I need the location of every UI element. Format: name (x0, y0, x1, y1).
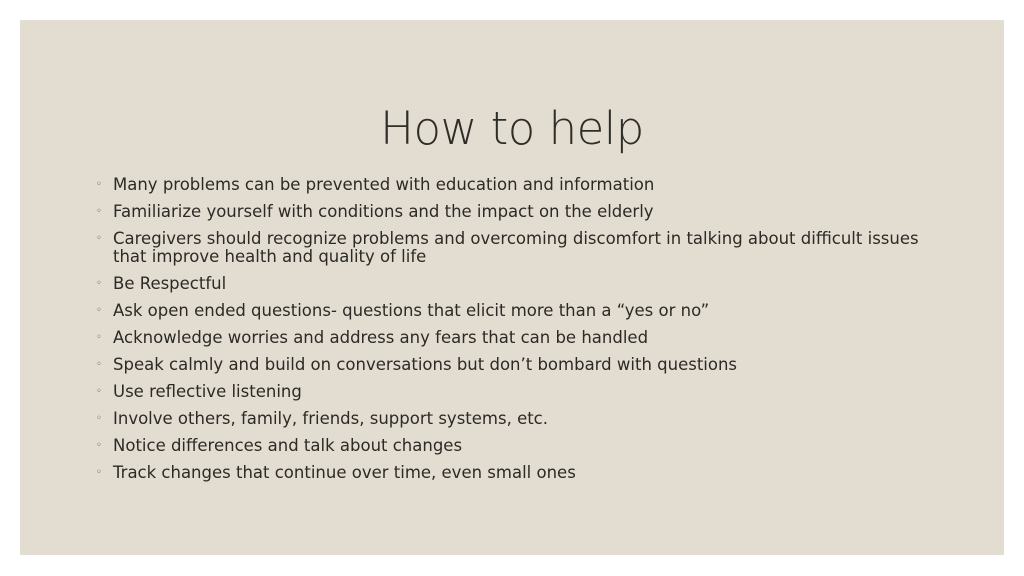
bullet-text: Acknowledge worries and address any fears that can be handled (113, 327, 649, 347)
bullet-item (96, 356, 936, 374)
bullet-text: Many problems can be prevented with education and information (113, 175, 655, 194)
bullet-item (96, 329, 936, 347)
bullet-item (96, 275, 936, 293)
bullet-marker-icon: ◦ (96, 277, 102, 289)
bullet-text: Use reflective listening (113, 381, 302, 401)
bullet-marker-icon: ◦ (96, 439, 102, 451)
bullet-list (96, 176, 936, 491)
bullet-marker-icon: ◦ (96, 358, 102, 370)
bullet-item (96, 410, 936, 428)
bullet-item (96, 176, 936, 194)
bullet-marker-icon: ◦ (96, 233, 102, 244)
bullet-item (96, 203, 936, 221)
bullet-text: Notice differences and talk about changes (113, 435, 463, 455)
bullet-item (96, 437, 936, 455)
bullet-item (96, 383, 936, 401)
bullet-marker-icon: ◦ (96, 385, 102, 397)
bullet-text: Be Respectful (113, 273, 227, 293)
bullet-text: Track changes that continue over time, even small ones (113, 462, 576, 482)
bullet-marker-icon: ◦ (96, 412, 102, 424)
bullet-marker-icon: ◦ (96, 304, 102, 316)
bullet-item (96, 230, 936, 265)
bullet-marker-icon: ◦ (96, 331, 102, 343)
bullet-text: Ask open ended questions- questions that elicit more than a “yes or no” (113, 300, 710, 320)
bullet-marker-icon: ◦ (96, 206, 102, 217)
bullet-text: Caregivers should recognize problems and overcoming discomfort in talking about difficult issues that improve health and quality of life (113, 229, 919, 266)
bullet-marker-icon: ◦ (96, 179, 102, 190)
bullet-item (96, 464, 936, 482)
slide (20, 20, 1004, 555)
bullet-text: Involve others, family, friends, support systems, etc. (113, 408, 549, 428)
bullet-marker-icon: ◦ (96, 466, 102, 478)
bullet-text: Familiarize yourself with conditions and the impact on the elderly (113, 202, 654, 221)
bullet-text: Speak calmly and build on conversations but don’t bombard with questions (113, 354, 738, 374)
bullet-item (96, 302, 936, 320)
slide-title: How to help (380, 102, 644, 155)
